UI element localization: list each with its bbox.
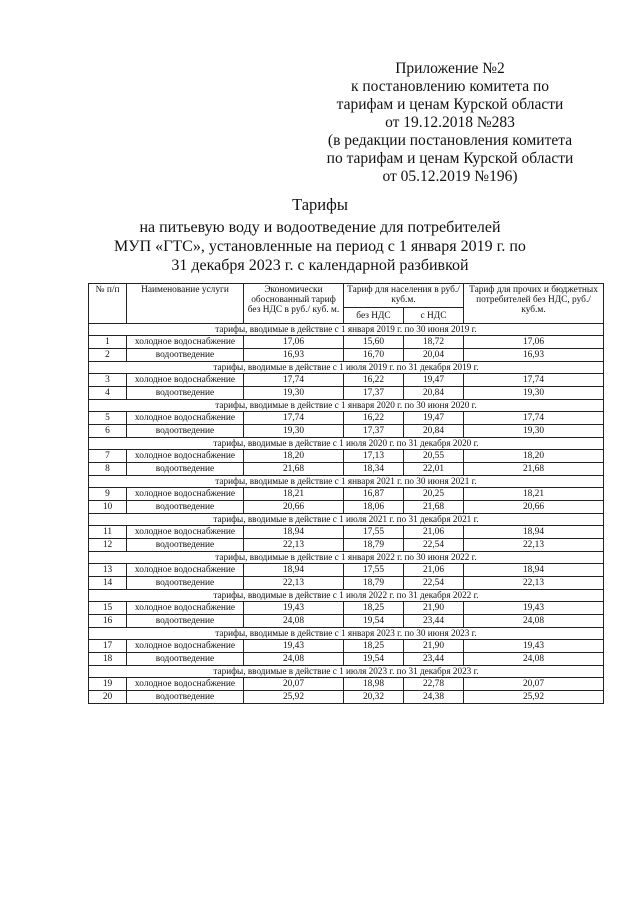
cell-num: 2 <box>89 349 127 362</box>
cell-other: 18,94 <box>464 564 604 577</box>
cell-pop-vat: 21,06 <box>404 564 464 577</box>
table-row <box>89 564 604 577</box>
table-row <box>89 425 604 438</box>
table-row <box>89 501 604 514</box>
cell-pop-no-vat: 16,70 <box>344 349 404 362</box>
cell-num: 7 <box>89 450 127 463</box>
header-service: Наименование услуги <box>127 284 244 324</box>
header-other: Тариф для прочих и бюджетных потребителей без НДС, руб./ куб.м. <box>464 284 604 324</box>
cell-pop-no-vat: 20,32 <box>344 691 404 704</box>
cell-economic: 19,43 <box>244 640 344 653</box>
cell-pop-no-vat: 17,37 <box>344 387 404 400</box>
cell-economic: 18,21 <box>244 488 344 501</box>
cell-service: холодное водоснабжение <box>127 412 244 425</box>
appendix-line: (в редакции постановления комитета <box>327 132 573 149</box>
cell-economic: 19,43 <box>244 602 344 615</box>
cell-pop-vat: 18,72 <box>404 336 464 349</box>
cell-other: 24,08 <box>464 653 604 666</box>
period-row <box>89 666 604 678</box>
period-row <box>89 438 604 450</box>
table-row <box>89 387 604 400</box>
cell-service: холодное водоснабжение <box>127 678 244 691</box>
period-row <box>89 400 604 412</box>
cell-pop-vat: 19,47 <box>404 374 464 387</box>
cell-economic: 20,07 <box>244 678 344 691</box>
cell-num: 8 <box>89 463 127 476</box>
cell-num: 18 <box>89 653 127 666</box>
period-row <box>89 590 604 602</box>
appendix-line: Приложение №2 <box>395 60 505 77</box>
cell-pop-vat: 21,06 <box>404 526 464 539</box>
cell-economic: 17,74 <box>244 412 344 425</box>
table-body <box>89 324 604 704</box>
cell-service: холодное водоснабжение <box>127 564 244 577</box>
cell-pop-vat: 20,55 <box>404 450 464 463</box>
cell-pop-vat: 20,84 <box>404 387 464 400</box>
cell-pop-vat: 21,90 <box>404 640 464 653</box>
table-row <box>89 450 604 463</box>
header-pop-vat: с НДС <box>404 308 464 324</box>
title-line: 31 декабря 2023 г. с календарной разбивкой <box>171 257 469 274</box>
cell-other: 20,66 <box>464 501 604 514</box>
cell-service: водоотведение <box>127 463 244 476</box>
cell-pop-vat: 22,54 <box>404 577 464 590</box>
cell-other: 25,92 <box>464 691 604 704</box>
cell-num: 10 <box>89 501 127 514</box>
cell-num: 13 <box>89 564 127 577</box>
cell-pop-no-vat: 15,60 <box>344 336 404 349</box>
header-pop-no-vat: без НДС <box>344 308 404 324</box>
cell-pop-no-vat: 16,22 <box>344 412 404 425</box>
title-heading: Тарифы <box>292 195 348 214</box>
cell-pop-no-vat: 19,54 <box>344 653 404 666</box>
cell-num: 11 <box>89 526 127 539</box>
cell-service: холодное водоснабжение <box>127 602 244 615</box>
period-row <box>89 324 604 336</box>
cell-service: холодное водоснабжение <box>127 450 244 463</box>
cell-other: 24,08 <box>464 615 604 628</box>
cell-service: холодное водоснабжение <box>127 336 244 349</box>
document-title <box>60 195 580 275</box>
period-label: тарифы, вводимые в действие с 1 июля 2022 г. по 31 декабря 2022 г. <box>89 590 604 602</box>
cell-pop-no-vat: 16,22 <box>344 374 404 387</box>
cell-pop-no-vat: 17,55 <box>344 526 404 539</box>
table-row <box>89 349 604 362</box>
cell-economic: 17,74 <box>244 374 344 387</box>
cell-num: 5 <box>89 412 127 425</box>
table-row <box>89 336 604 349</box>
cell-economic: 18,20 <box>244 450 344 463</box>
period-label: тарифы, вводимые в действие с 1 июля 2019 г. по 31 декабря 2019 г. <box>89 362 604 374</box>
period-row <box>89 514 604 526</box>
table-row <box>89 526 604 539</box>
cell-other: 17,74 <box>464 374 604 387</box>
table-row <box>89 640 604 653</box>
cell-service: водоотведение <box>127 615 244 628</box>
period-label: тарифы, вводимые в действие с 1 января 2021 г. по 30 июня 2021 г. <box>89 476 604 488</box>
cell-service: водоотведение <box>127 425 244 438</box>
cell-other: 20,07 <box>464 678 604 691</box>
appendix-line: тарифам и ценам Курской области <box>336 96 564 113</box>
cell-num: 6 <box>89 425 127 438</box>
cell-other: 19,43 <box>464 602 604 615</box>
cell-other: 19,43 <box>464 640 604 653</box>
header-economic: Экономически обоснованный тариф без НДС в руб./ куб. м. <box>244 284 344 324</box>
cell-num: 9 <box>89 488 127 501</box>
cell-economic: 19,30 <box>244 387 344 400</box>
cell-service: водоотведение <box>127 539 244 552</box>
table-row <box>89 678 604 691</box>
tariffs-table <box>88 283 604 704</box>
cell-service: холодное водоснабжение <box>127 640 244 653</box>
cell-economic: 18,94 <box>244 526 344 539</box>
cell-pop-no-vat: 17,55 <box>344 564 404 577</box>
period-label: тарифы, вводимые в действие с 1 июля 2021 г. по 31 декабря 2021 г. <box>89 514 604 526</box>
cell-service: водоотведение <box>127 501 244 514</box>
cell-economic: 16,93 <box>244 349 344 362</box>
period-label: тарифы, вводимые в действие с 1 января 2023 г. по 30 июня 2023 г. <box>89 628 604 640</box>
period-row <box>89 552 604 564</box>
table-row <box>89 653 604 666</box>
cell-pop-vat: 20,84 <box>404 425 464 438</box>
period-label: тарифы, вводимые в действие с 1 июля 2020 г. по 31 декабря 2020 г. <box>89 438 604 450</box>
cell-service: водоотведение <box>127 653 244 666</box>
cell-service: водоотведение <box>127 577 244 590</box>
table-row <box>89 539 604 552</box>
header-population: Тариф для населения в руб./ куб.м. <box>344 284 464 308</box>
cell-num: 17 <box>89 640 127 653</box>
cell-num: 15 <box>89 602 127 615</box>
title-line: на питьевую воду и водоотведение для потребителей <box>139 219 501 236</box>
cell-num: 19 <box>89 678 127 691</box>
cell-pop-no-vat: 17,37 <box>344 425 404 438</box>
cell-pop-vat: 23,44 <box>404 653 464 666</box>
cell-num: 20 <box>89 691 127 704</box>
table-row <box>89 577 604 590</box>
cell-other: 22,13 <box>464 577 604 590</box>
period-row <box>89 362 604 374</box>
period-label: тарифы, вводимые в действие с 1 января 2022 г. по 30 июня 2022 г. <box>89 552 604 564</box>
table-row <box>89 602 604 615</box>
cell-service: водоотведение <box>127 349 244 362</box>
cell-economic: 24,08 <box>244 653 344 666</box>
cell-economic: 24,08 <box>244 615 344 628</box>
cell-pop-vat: 21,90 <box>404 602 464 615</box>
table-row <box>89 615 604 628</box>
cell-other: 18,20 <box>464 450 604 463</box>
appendix-line: от 19.12.2018 №283 <box>385 114 515 131</box>
cell-pop-no-vat: 18,25 <box>344 640 404 653</box>
cell-economic: 17,06 <box>244 336 344 349</box>
period-row <box>89 476 604 488</box>
table-row <box>89 412 604 425</box>
cell-pop-no-vat: 18,25 <box>344 602 404 615</box>
cell-economic: 19,30 <box>244 425 344 438</box>
cell-service: холодное водоснабжение <box>127 526 244 539</box>
cell-economic: 21,68 <box>244 463 344 476</box>
appendix-line: от 05.12.2019 №196) <box>382 168 518 185</box>
period-label: тарифы, вводимые в действие с 1 января 2019 г. по 30 июня 2019 г. <box>89 324 604 336</box>
appendix-line: по тарифам и ценам Курской области <box>326 150 574 167</box>
cell-pop-no-vat: 16,87 <box>344 488 404 501</box>
cell-economic: 20,66 <box>244 501 344 514</box>
cell-pop-no-vat: 18,98 <box>344 678 404 691</box>
cell-other: 19,30 <box>464 425 604 438</box>
cell-pop-vat: 24,38 <box>404 691 464 704</box>
period-label: тарифы, вводимые в действие с 1 июля 2023 г. по 31 декабря 2023 г. <box>89 666 604 678</box>
cell-pop-no-vat: 18,79 <box>344 577 404 590</box>
table-row <box>89 488 604 501</box>
cell-num: 1 <box>89 336 127 349</box>
cell-other: 17,06 <box>464 336 604 349</box>
cell-pop-vat: 22,78 <box>404 678 464 691</box>
cell-pop-vat: 22,01 <box>404 463 464 476</box>
cell-num: 3 <box>89 374 127 387</box>
cell-pop-no-vat: 18,34 <box>344 463 404 476</box>
cell-other: 21,68 <box>464 463 604 476</box>
table-row <box>89 374 604 387</box>
cell-pop-no-vat: 19,54 <box>344 615 404 628</box>
title-line: МУП «ГТС», установленные на период с 1 января 2019 г. по <box>114 238 526 255</box>
cell-service: холодное водоснабжение <box>127 488 244 501</box>
cell-num: 14 <box>89 577 127 590</box>
table-header <box>89 284 604 324</box>
cell-pop-vat: 22,54 <box>404 539 464 552</box>
cell-pop-vat: 19,47 <box>404 412 464 425</box>
header-num: № п/п <box>89 284 127 324</box>
cell-pop-no-vat: 18,06 <box>344 501 404 514</box>
cell-economic: 18,94 <box>244 564 344 577</box>
appendix-header <box>300 60 600 186</box>
cell-pop-vat: 20,25 <box>404 488 464 501</box>
period-label: тарифы, вводимые в действие с 1 января 2020 г. по 30 июня 2020 г. <box>89 400 604 412</box>
cell-economic: 22,13 <box>244 539 344 552</box>
cell-other: 16,93 <box>464 349 604 362</box>
cell-pop-vat: 20,04 <box>404 349 464 362</box>
table-row <box>89 691 604 704</box>
appendix-line: к постановлению комитета по <box>350 78 550 95</box>
cell-other: 17,74 <box>464 412 604 425</box>
cell-economic: 25,92 <box>244 691 344 704</box>
cell-num: 4 <box>89 387 127 400</box>
cell-pop-vat: 23,44 <box>404 615 464 628</box>
cell-other: 18,94 <box>464 526 604 539</box>
cell-service: водоотведение <box>127 691 244 704</box>
cell-num: 16 <box>89 615 127 628</box>
cell-num: 12 <box>89 539 127 552</box>
cell-other: 19,30 <box>464 387 604 400</box>
table-row <box>89 463 604 476</box>
cell-pop-vat: 21,68 <box>404 501 464 514</box>
cell-pop-no-vat: 17,13 <box>344 450 404 463</box>
period-row <box>89 628 604 640</box>
cell-economic: 22,13 <box>244 577 344 590</box>
cell-pop-no-vat: 18,79 <box>344 539 404 552</box>
cell-service: водоотведение <box>127 387 244 400</box>
cell-service: холодное водоснабжение <box>127 374 244 387</box>
cell-other: 18,21 <box>464 488 604 501</box>
cell-other: 22,13 <box>464 539 604 552</box>
